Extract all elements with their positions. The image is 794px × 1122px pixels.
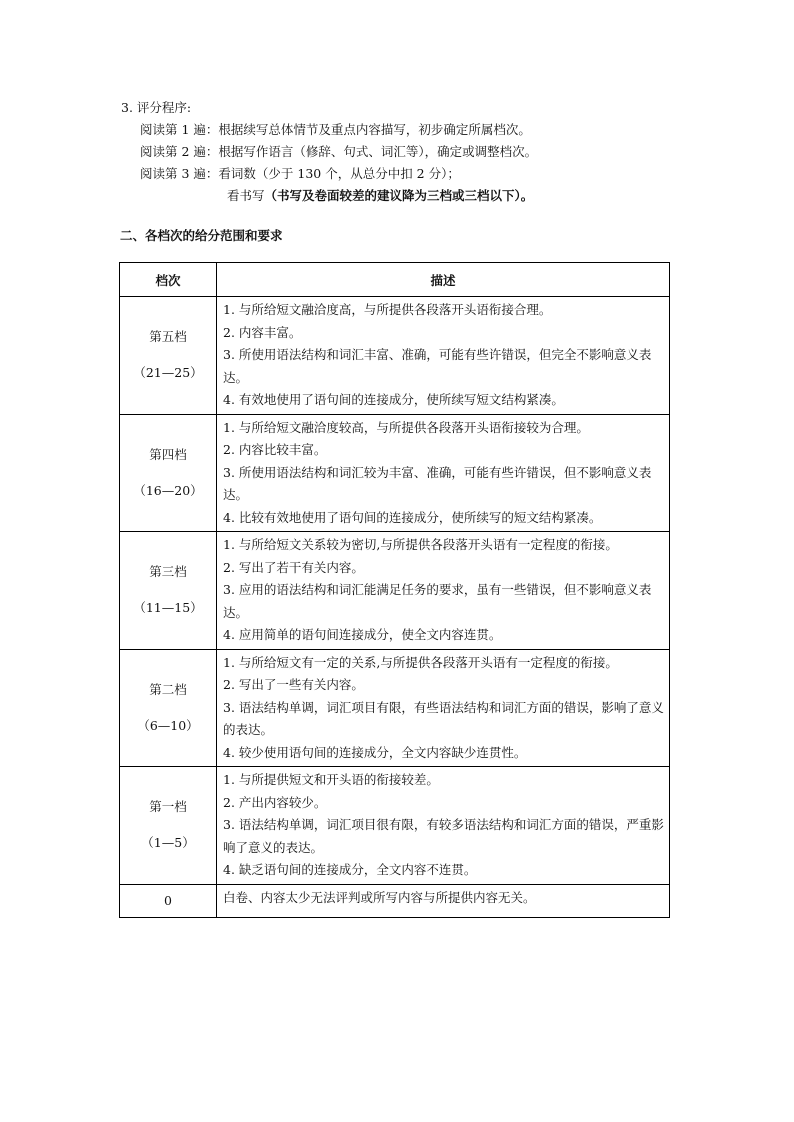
criterion-3: 3. 语法结构单调，词汇项目很有限，有较多语法结构和词汇方面的错误，严重影响了意义的表达。 bbox=[223, 817, 664, 855]
criterion-1: 1. 与所给短文关系较为密切,与所提供各段落开头语有一定程度的衔接。 bbox=[223, 537, 618, 552]
criterion-1: 1. 与所给短文融洽度高，与所提供各段落开头语衔接合理。 bbox=[223, 302, 552, 317]
criterion-3: 3. 所使用语法结构和词汇丰富、准确，可能有些许错误，但完全不影响意义表达。 bbox=[223, 347, 652, 385]
table-header-row bbox=[120, 263, 670, 297]
band-range: （6—10） bbox=[137, 717, 199, 733]
criterion-2: 2. 写出了若干有关内容。 bbox=[223, 559, 364, 575]
band-cell bbox=[120, 297, 217, 415]
criterion-2: 2. 产出内容较少。 bbox=[223, 794, 327, 810]
criterion-2: 2. 内容比较丰富。 bbox=[223, 442, 327, 457]
procedure-step-2: 阅读第 2 遍：根据写作语言（修辞、句式、词汇等），确定或调整档次。 bbox=[140, 144, 538, 159]
criterion-1: 1. 与所给短文融洽度较高，与所提供各段落开头语衔接较为合理。 bbox=[223, 419, 589, 435]
criterion-4: 4. 比较有效地使用了语句间的连接成分，使所续写的短文结构紧凑。 bbox=[223, 509, 602, 525]
procedure-step-4-note: （书写及卷面较差的建议降为三档或三档以下）。 bbox=[264, 188, 534, 203]
criterion-4: 4. 较少使用语句间的连接成分，全文内容缺少连贯性。 bbox=[223, 744, 527, 760]
description-cell bbox=[217, 297, 670, 415]
band-range: （11—15） bbox=[133, 600, 203, 616]
criterion-1: 1. 与所提供短文和开头语的衔接较差。 bbox=[223, 772, 439, 787]
band-name: 第三档 bbox=[149, 564, 187, 580]
criterion-3: 3. 所使用语法结构和词汇较为丰富、准确，可能有些许错误，但不影响意义表达。 bbox=[223, 464, 652, 502]
band-name: 第一档 bbox=[149, 799, 187, 815]
band-row-3 bbox=[120, 532, 670, 650]
band-cell bbox=[120, 767, 217, 885]
band-range: （1—5） bbox=[141, 835, 195, 851]
band-cell bbox=[120, 649, 217, 767]
band-cell bbox=[120, 414, 217, 532]
band-range: （21—25） bbox=[133, 365, 203, 381]
section-title: 二、各档次的给分范围和要求 bbox=[120, 228, 283, 243]
band-name: 第二档 bbox=[149, 681, 187, 697]
description-cell bbox=[217, 532, 670, 650]
band-row-2 bbox=[120, 649, 670, 767]
header-description: 描述 bbox=[217, 263, 670, 297]
procedure-step-3: 阅读第 3 遍：看词数（少于 130 个，从总分中扣 2 分）； bbox=[140, 166, 460, 181]
scoring-rubric-table bbox=[119, 262, 670, 918]
band-cell bbox=[120, 532, 217, 650]
band-row-1 bbox=[120, 767, 670, 885]
band-name: 第四档 bbox=[149, 446, 187, 462]
procedure-heading: 3. 评分程序: bbox=[121, 100, 192, 115]
band-row-0 bbox=[120, 884, 670, 917]
criterion-2: 2. 内容丰富。 bbox=[223, 324, 302, 340]
band-row-4 bbox=[120, 414, 670, 532]
procedure-step-4 bbox=[227, 186, 533, 206]
criterion-1: 1. 与所给短文有一定的关系,与所提供各段落开头语有一定程度的衔接。 bbox=[223, 654, 618, 670]
procedure-step-4-prefix: 看书写 bbox=[227, 188, 265, 203]
band-zero: 0 bbox=[120, 884, 217, 917]
criterion-3: 3. 应用的语法结构和词汇能满足任务的要求，虽有一些错误，但不影响意义表达。 bbox=[223, 582, 652, 620]
criterion-2: 2. 写出了一些有关内容。 bbox=[223, 677, 364, 692]
band-row-5 bbox=[120, 297, 670, 415]
header-band: 档次 bbox=[120, 263, 217, 297]
criterion-4: 4. 缺乏语句间的连接成分，全文内容不连贯。 bbox=[223, 862, 477, 877]
band-name: 第五档 bbox=[149, 329, 187, 345]
description-zero: 白卷、内容太少无法评判或所写内容与所提供内容无关。 bbox=[217, 884, 670, 917]
procedure-step-1: 阅读第 1 遍：根据续写总体情节及重点内容描写，初步确定所属档次。 bbox=[140, 122, 531, 137]
description-cell bbox=[217, 649, 670, 767]
band-range: （16—20） bbox=[133, 482, 203, 498]
description-cell bbox=[217, 767, 670, 885]
criterion-4: 4. 有效地使用了语句间的连接成分，使所续写短文结构紧凑。 bbox=[223, 392, 564, 407]
criterion-3: 3. 语法结构单调，词汇项目有限，有些语法结构和词汇方面的错误，影响了意义的表达。 bbox=[223, 699, 664, 737]
criterion-4: 4. 应用简单的语句间连接成分，使全文内容连贯。 bbox=[223, 627, 502, 642]
description-cell bbox=[217, 414, 670, 532]
